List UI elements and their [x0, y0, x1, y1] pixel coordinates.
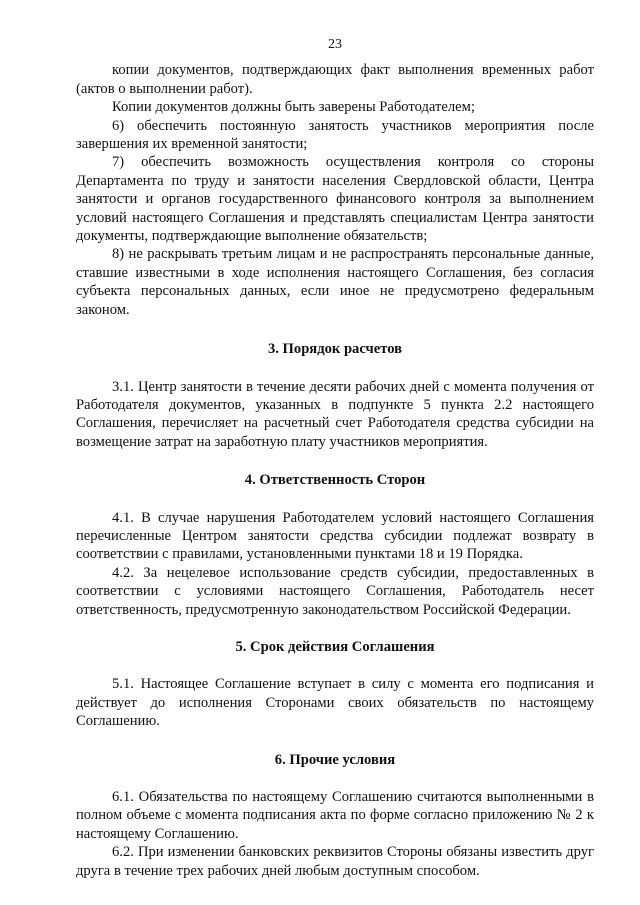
paragraph-item-8: 8) не раскрывать третьим лицам и не распространять персональные данные, ставшие известными в ходе исполнения настоящего Соглашения, без согласия субъекта персональных данных, если иное не предусмотрено федеральным законом. [76, 246, 594, 318]
section-heading-other: 6. Прочие условия [274, 751, 396, 768]
paragraph-item-6: 6) обеспечить постоянную занятость участников мероприятия после завершения их временной занятости; [76, 117, 594, 153]
paragraph-5-1: 5.1. Настоящее Соглашение вступает в силу с момента его подписания и действует до исполнения Сторонами своих обязательств по настоящему Соглашению. [76, 676, 594, 730]
page-number: 23 [328, 37, 342, 52]
paragraph-6-2: 6.2. При изменении банковских реквизитов Стороны обязаны известить друг друга в течение трех рабочих дней любым доступным способом. [76, 844, 594, 879]
section-heading-liability: 4. Ответственность Сторон [244, 472, 426, 489]
paragraph-item-7: 7) обеспечить возможность осуществления контроля со стороны Департамента по труду и занятости населения Свердловской области, Центра занятости и органов государственного финансового контроля за выполнением условий настоящего Соглашения и представлять специалистам Центра занятости документы, подтверждающие выполнение обязательств; [76, 154, 594, 245]
paragraph-3-1: 3.1. Центр занятости в течение десяти рабочих дней с момента получения от Работодателя документов, указанных в подпункте 5 пункта 2.2 настоящего Соглашения, перечисляет на расчетный счет Работодателя средства субсидии на возмещение затрат на заработную плату участников мероприятия. [76, 378, 594, 450]
paragraph-4-1: 4.1. В случае нарушения Работодателем условий настоящего Соглашения перечисленные Центром занятости средства субсидии подлежат возврату в соответствии с правилами, установленными пунктами 18 и 19 Порядка. [76, 509, 594, 563]
paragraph-4-2: 4.2. За нецелевое использование средств субсидии, предоставленных в соответствии с условиями настоящего Соглашения, Работодатель несет ответственность, предусмотренную законодательством Российской Федерации. [76, 564, 594, 618]
paragraph-certified-copies: Копии документов должны быть заверены Работодателем; [112, 99, 475, 116]
section-heading-term: 5. Срок действия Соглашения [235, 638, 435, 655]
paragraph-6-1: 6.1. Обязательства по настоящему Соглашению считаются выполненными в полном объеме с момента подписания акта по форме согласно приложению № 2 к настоящему Соглашению. [76, 789, 594, 842]
paragraph-acts-copies: копии документов, подтверждающих факт выполнения временных работ (актов о выполнении работ). [76, 62, 594, 97]
section-heading-settlement: 3. Порядок расчетов [267, 341, 403, 358]
